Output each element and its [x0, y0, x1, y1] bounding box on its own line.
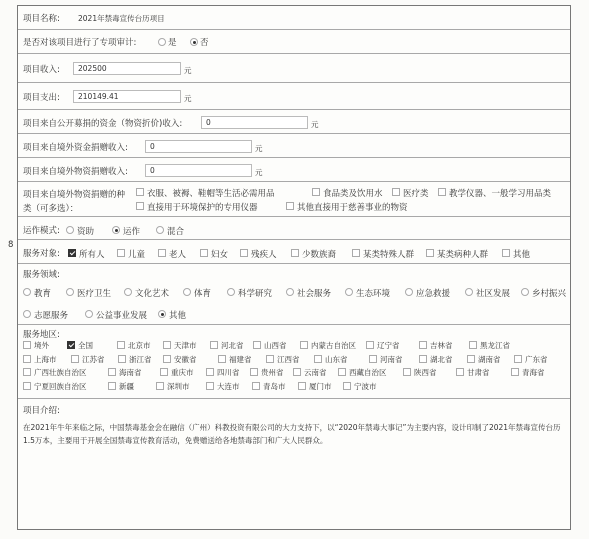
row-mode: 运作模式: 资助 运作 混合	[18, 217, 570, 240]
region-checkbox	[511, 368, 519, 376]
public-fund-unit: 元	[311, 120, 319, 129]
project-name-label: 项目名称:	[23, 14, 60, 24]
region-label: 吉林省	[430, 341, 453, 350]
region-label: 云南省	[304, 368, 327, 377]
foreign-goods-label: 项目来自境外物资捐赠收入:	[23, 167, 128, 177]
region-label: 黑龙江省	[480, 341, 510, 350]
row-audit	[18, 30, 570, 54]
region-checkbox	[469, 341, 477, 349]
region-label: 青海省	[522, 368, 545, 377]
audit-no-radio[interactable]	[190, 38, 198, 46]
region-label: 贵州省	[261, 368, 284, 377]
region-label: 厦门市	[309, 382, 332, 391]
region-checkbox	[298, 382, 306, 390]
region-checkbox	[156, 382, 164, 390]
goods-types-label-line1: 项目来自境外物资捐赠的种	[23, 190, 126, 200]
row-expense	[18, 83, 570, 110]
region-label: 湖南省	[478, 355, 501, 364]
region-label: 深圳市	[167, 382, 190, 391]
fields-label: 服务领域:	[23, 270, 60, 280]
row-regions	[18, 325, 570, 399]
region-label: 山西省	[264, 341, 287, 350]
region-checkbox	[206, 382, 214, 390]
region-checkbox	[369, 355, 377, 363]
row-targets: 服务对象: 所有人 儿童 老人 妇女 残疾人 少数族裔 某类特殊人群 某类病种人群 其他	[18, 240, 570, 264]
region-label: 上海市	[34, 355, 57, 364]
region-checkbox	[456, 368, 464, 376]
region-label: 内蒙古自治区	[311, 341, 356, 350]
region-checkbox	[71, 355, 79, 363]
region-label: 河北省	[221, 341, 244, 350]
region-label: 辽宁省	[377, 341, 400, 350]
audit-no-label: 否	[200, 38, 209, 48]
region-label: 全国	[78, 341, 93, 350]
income-label: 项目收入:	[23, 65, 60, 75]
region-label: 天津市	[174, 341, 197, 350]
region-label: 青岛市	[263, 382, 286, 391]
region-checkbox	[366, 341, 374, 349]
region-label: 海南省	[119, 368, 142, 377]
audit-label: 是否对该项目进行了专项审计:	[23, 38, 137, 48]
region-checkbox	[117, 341, 125, 349]
region-checkbox	[206, 368, 214, 376]
region-checkbox	[266, 355, 274, 363]
goods-types-label-line2: 类（可多选）：	[23, 204, 79, 214]
region-checkbox	[252, 382, 260, 390]
regions-label: 服务地区:	[23, 330, 60, 340]
region-label: 广东省	[525, 355, 548, 364]
expense-input[interactable]: 210149.41	[73, 90, 181, 103]
region-label: 北京市	[128, 341, 151, 350]
region-checkbox	[403, 368, 411, 376]
region-label: 甘肃省	[467, 368, 490, 377]
region-checkbox	[338, 368, 346, 376]
row-public-fund	[18, 110, 570, 134]
region-checkbox	[253, 341, 261, 349]
region-checkbox	[23, 368, 31, 376]
region-checkbox	[163, 341, 171, 349]
expense-unit: 元	[184, 94, 192, 103]
region-checkbox	[23, 355, 31, 363]
intro-text: 在2021年牛年来临之际，中国禁毒基金会在融信（广州）科教投资有限公司的大力支持下，以“2020年禁毒大事记”为主要内容，设计印制了2021年禁毒宣传台历1.5万本，主要用于开展全国禁毒宣传教育活动，免费赠送给各地禁毒部门和广大人民群众。	[23, 423, 561, 445]
region-label: 江西省	[277, 355, 300, 364]
row-fields: 服务领域: 教育 医疗卫生 文化艺术 体育 科学研究 社会服务 生态环境 应急救援 社区发展 乡村振兴 志愿服务 公益事业发展 其他	[18, 264, 570, 325]
project-form	[17, 5, 571, 530]
region-label: 新疆	[119, 382, 134, 391]
row-intro	[18, 399, 570, 529]
region-label: 大连市	[217, 382, 240, 391]
audit-yes-label: 是	[168, 38, 177, 48]
region-checkbox	[23, 382, 31, 390]
income-unit: 元	[184, 66, 192, 75]
region-checkbox	[218, 355, 226, 363]
region-label: 浙江省	[129, 355, 152, 364]
region-checkbox	[293, 368, 301, 376]
region-checkbox	[118, 355, 126, 363]
region-checkbox	[343, 382, 351, 390]
region-label: 山东省	[325, 355, 348, 364]
row-number: 8	[8, 240, 14, 250]
public-fund-label: 项目来自公开募捐的资金（物资折价)收入:	[23, 119, 183, 129]
region-checkbox	[108, 368, 116, 376]
region-checkbox	[467, 355, 475, 363]
project-name-value: 2021年禁毒宣传台历项目	[78, 14, 165, 23]
foreign-fund-unit: 元	[255, 144, 263, 153]
row-project-name	[18, 6, 570, 30]
region-label: 四川省	[217, 368, 240, 377]
income-input[interactable]: 202500	[73, 62, 181, 75]
region-label: 广西壮族自治区	[34, 368, 87, 377]
region-checkbox	[108, 382, 116, 390]
region-checkbox	[419, 355, 427, 363]
intro-label: 项目介绍:	[23, 406, 60, 416]
row-goods-types: 项目来自境外物资捐赠的种 类（可多选）： 衣服、被褥、鞋帽等生活必需用品 食品类及饮用水 医疗类 教学仪器、一般学习用品类 直接用于环境保护的专用仪器 其他直接用于慈善事业的物资	[18, 182, 570, 217]
region-checkbox	[160, 368, 168, 376]
row-income	[18, 54, 570, 83]
region-label: 境外	[34, 341, 49, 350]
region-label: 西藏自治区	[349, 368, 387, 377]
region-label: 湖北省	[430, 355, 453, 364]
region-checkbox	[210, 341, 218, 349]
region-checkbox	[514, 355, 522, 363]
region-label: 重庆市	[171, 368, 194, 377]
foreign-fund-input[interactable]: 0	[145, 140, 252, 153]
expense-label: 项目支出:	[23, 93, 60, 103]
audit-yes-radio[interactable]	[158, 38, 166, 46]
foreign-goods-unit: 元	[255, 168, 263, 177]
row-foreign-fund	[18, 134, 570, 158]
region-label: 宁夏回族自治区	[34, 382, 87, 391]
targets-label: 服务对象:	[23, 249, 60, 259]
region-checkbox	[23, 341, 31, 349]
region-label: 宁波市	[354, 382, 377, 391]
region-checkbox	[67, 341, 75, 349]
region-checkbox	[314, 355, 322, 363]
mode-label: 运作模式:	[23, 226, 60, 236]
region-label: 福建省	[229, 355, 252, 364]
region-label: 河南省	[380, 355, 403, 364]
foreign-fund-label: 项目来自境外资金捐赠收入:	[23, 143, 128, 153]
region-label: 陕西省	[414, 368, 437, 377]
region-checkbox	[300, 341, 308, 349]
row-foreign-goods	[18, 158, 570, 182]
region-label: 江苏省	[82, 355, 105, 364]
region-checkbox	[163, 355, 171, 363]
region-label: 安徽省	[174, 355, 197, 364]
region-checkbox	[419, 341, 427, 349]
region-checkbox	[250, 368, 258, 376]
foreign-goods-input[interactable]: 0	[145, 164, 252, 177]
public-fund-input[interactable]: 0	[201, 116, 308, 129]
